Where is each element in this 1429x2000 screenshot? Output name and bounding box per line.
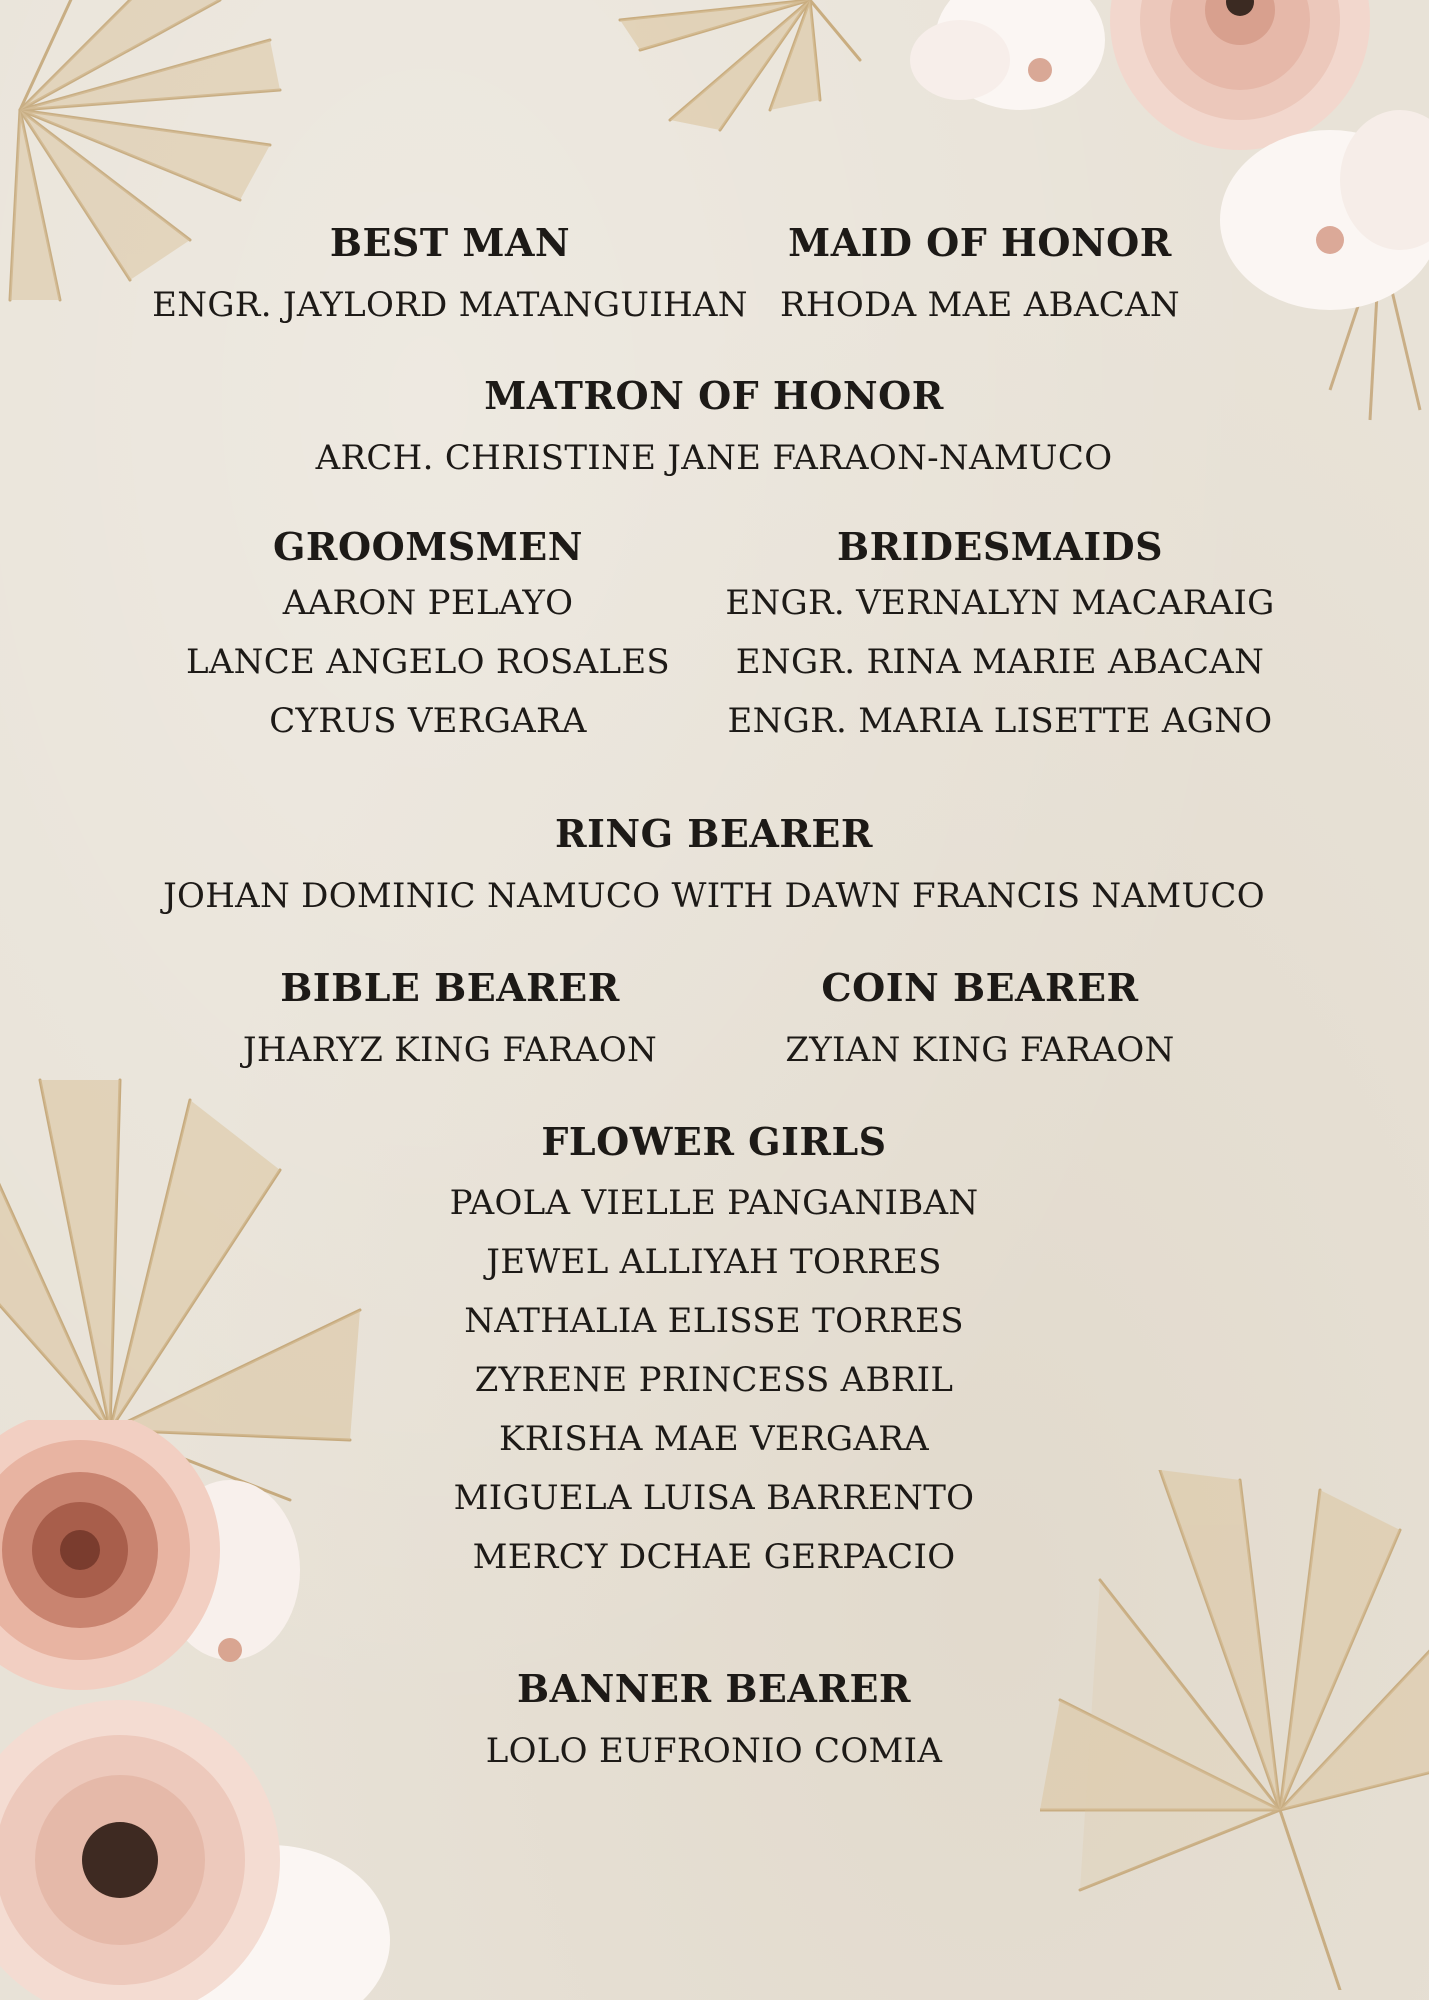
flower-girl-name: PAOLA VIELLE PANGANIBAN xyxy=(449,1183,979,1223)
groomsman-name: LANCE ANGELO ROSALES xyxy=(185,642,671,682)
groomsmen-heading: GROOMSMEN xyxy=(272,524,583,569)
groomsmen-section xyxy=(128,524,728,741)
coin-bearer-heading: COIN BEARER xyxy=(821,965,1139,1010)
groomsman-name: CYRUS VERGARA xyxy=(269,701,587,741)
banner-bearer-section xyxy=(414,1666,1014,1771)
flower-girl-name: MIGUELA LUISA BARRENTO xyxy=(453,1478,975,1518)
maid-of-honor-name: RHODA MAE ABACAN xyxy=(780,285,1180,325)
bridesmaid-name: ENGR. MARIA LISETTE AGNO xyxy=(727,701,1273,741)
banner-bearer-name: LOLO EUFRONIO COMIA xyxy=(485,1731,943,1771)
flower-girl-name: JEWEL ALLIYAH TORRES xyxy=(486,1242,942,1282)
flower-girls-section xyxy=(414,1119,1014,1577)
bible-bearer-section xyxy=(150,965,750,1070)
top-center-palm-leaf-icon xyxy=(560,0,880,150)
maid-of-honor-heading: MAID OF HONOR xyxy=(788,220,1172,265)
matron-of-honor-name: ARCH. CHRISTINE JANE FARAON-NAMUCO xyxy=(315,438,1113,478)
bottom-right-palm-leaf-icon xyxy=(1040,1470,1429,1990)
flower-girls-heading: FLOWER GIRLS xyxy=(541,1119,887,1164)
flower-girl-name: ZYRENE PRINCESS ABRIL xyxy=(474,1360,954,1400)
bridesmaids-heading: BRIDESMAIDS xyxy=(836,524,1164,569)
bridesmaid-name: ENGR. RINA MARIE ABACAN xyxy=(735,642,1265,682)
matron-of-honor-section xyxy=(214,373,1214,478)
bible-bearer-name: JHARYZ KING FARAON xyxy=(242,1030,658,1070)
flower-girl-name: KRISHA MAE VERGARA xyxy=(499,1419,929,1459)
ring-bearer-section xyxy=(114,811,1314,916)
coin-bearer-name: ZYIAN KING FARAON xyxy=(785,1030,1175,1070)
flower-girl-name: NATHALIA ELISSE TORRES xyxy=(464,1301,964,1341)
banner-bearer-heading: BANNER BEARER xyxy=(516,1666,912,1711)
maid-of-honor-section xyxy=(700,220,1260,325)
coin-bearer-section xyxy=(700,965,1260,1070)
groomsman-name: AARON PELAYO xyxy=(282,583,574,623)
ring-bearer-heading: RING BEARER xyxy=(555,811,873,856)
bottom-left-palm-leaf-icon xyxy=(0,1060,380,1520)
bottom-left-rose-cluster-icon xyxy=(0,1420,420,2000)
ring-bearer-name: JOHAN DOMINIC NAMUCO WITH DAWN FRANCIS NAMUCO xyxy=(163,876,1265,916)
flower-girl-name: MERCY DCHAE GERPACIO xyxy=(472,1537,956,1577)
best-man-heading: BEST MAN xyxy=(329,220,571,265)
bible-bearer-heading: BIBLE BEARER xyxy=(280,965,620,1010)
matron-of-honor-heading: MATRON OF HONOR xyxy=(484,373,944,418)
bridesmaids-section xyxy=(690,524,1310,741)
best-man-name: ENGR. JAYLORD MATANGUIHAN xyxy=(152,285,748,325)
bridesmaid-name: ENGR. VERNALYN MACARAIG xyxy=(725,583,1275,623)
